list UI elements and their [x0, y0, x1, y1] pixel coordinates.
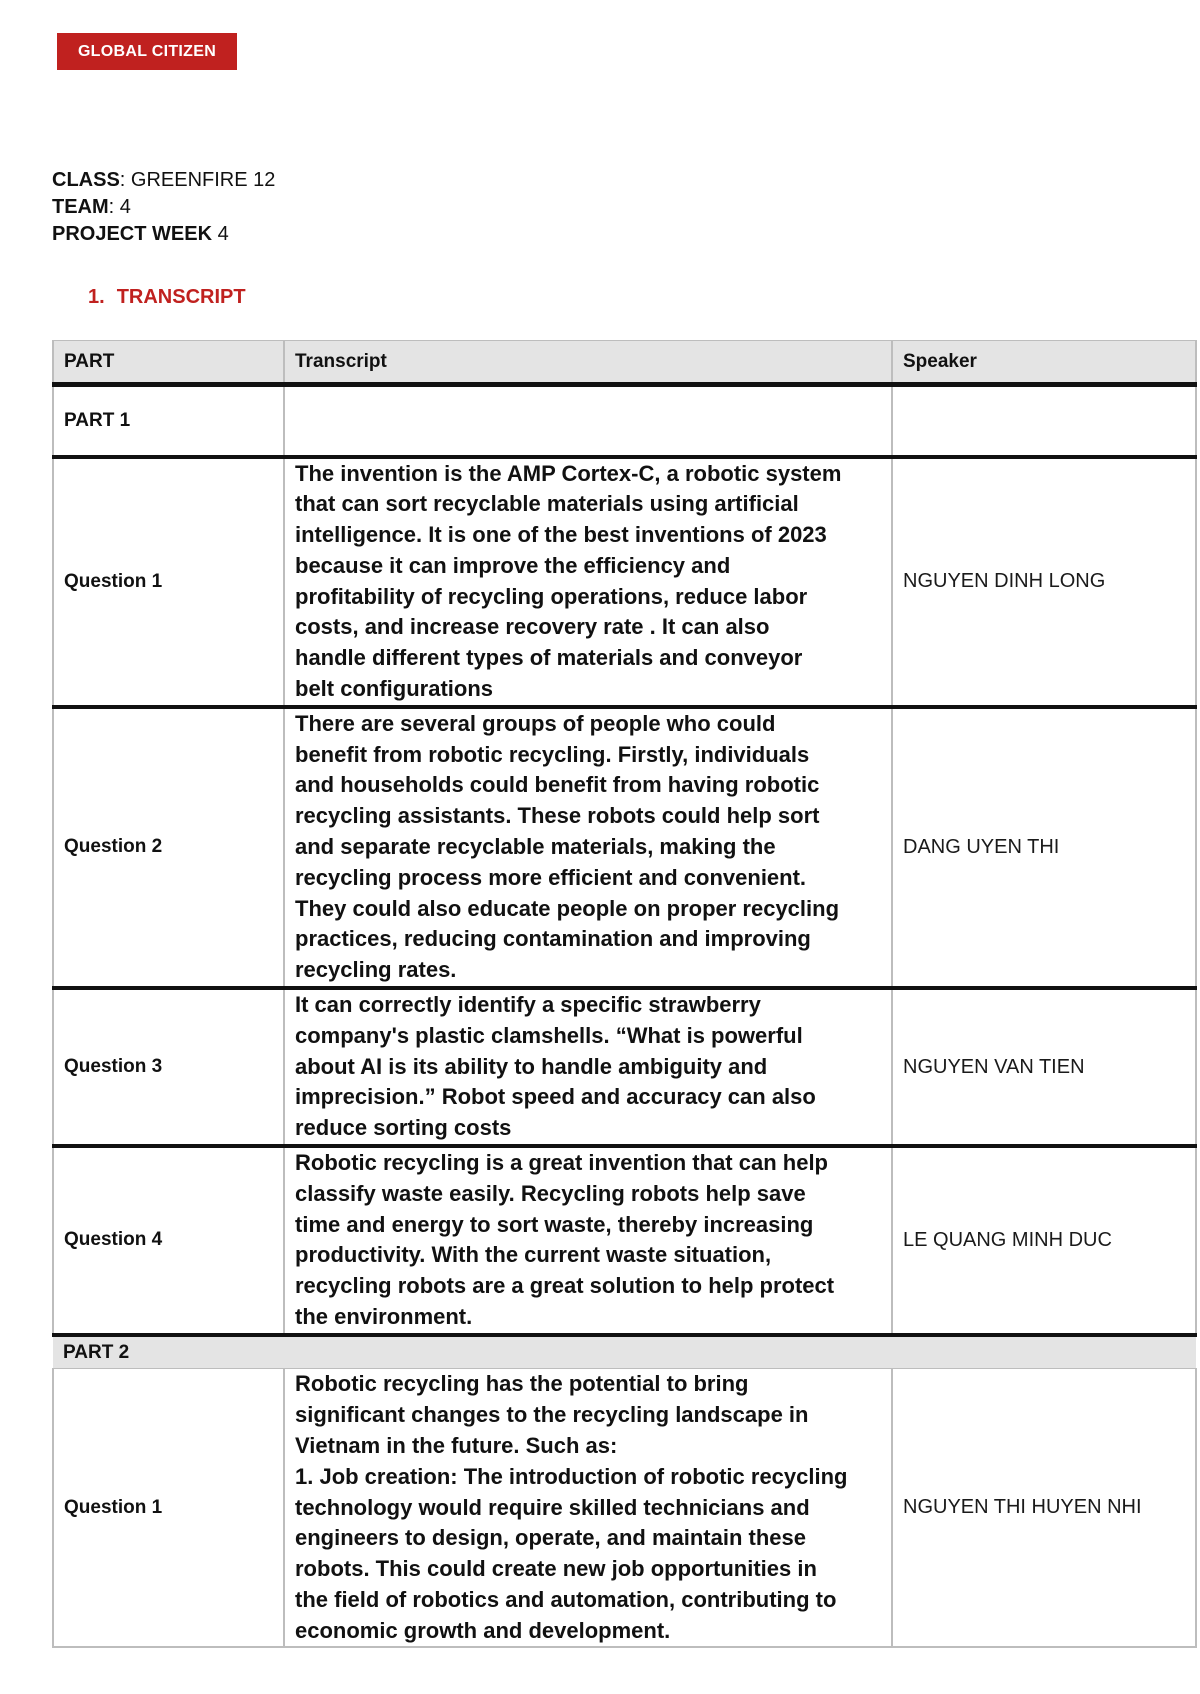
class-line — [52, 167, 275, 194]
transcript-line: 1. Job creation: The introduction of robotic recycling — [295, 1463, 848, 1489]
transcript-line: benefit from robotic recycling. Firstly, individuals — [295, 741, 810, 767]
question-label: Question 3 — [53, 988, 284, 1146]
speaker-name: NGUYEN VAN TIEN — [892, 988, 1196, 1146]
transcript-line: the environment. — [295, 1304, 473, 1330]
transcript-line: Vietnam in the future. Such as: — [295, 1432, 618, 1458]
transcript-line: robots. This could create new job opportunities in — [295, 1556, 817, 1582]
transcript-line: profitability of recycling operations, reduce labor — [295, 583, 808, 609]
project-week-line — [52, 221, 275, 248]
document-meta — [52, 167, 275, 248]
part-1-row — [53, 385, 1196, 457]
transcript-line: Robotic recycling has the potential to bring — [295, 1371, 749, 1397]
transcript-line: company's plastic clamshells. “What is powerful — [295, 1022, 803, 1048]
part-2-label: PART 2 — [53, 1335, 1196, 1369]
speaker-name: NGUYEN DINH LONG — [892, 457, 1196, 707]
table-row — [53, 988, 1196, 1146]
class-label: CLASS — [52, 169, 120, 191]
transcript-line: and separate recyclable materials, making the — [295, 834, 776, 860]
transcript-line: It can correctly identify a specific strawberry — [295, 992, 761, 1018]
speaker-name: NGUYEN THI HUYEN NHI — [892, 1369, 1196, 1648]
transcript-line: and households could benefit from having robotic — [295, 772, 820, 798]
transcript-line: There are several groups of people who could — [295, 710, 776, 736]
header-part: PART — [53, 341, 284, 385]
question-label: Question 2 — [53, 707, 284, 988]
question-label: Question 4 — [53, 1146, 284, 1335]
transcript-line: belt configurations — [295, 676, 493, 702]
transcript-line: recycling robots are a great solution to help protect — [295, 1273, 835, 1299]
transcript-line: intelligence. It is one of the best inventions of 2023 — [295, 522, 827, 548]
part-2-row — [53, 1335, 1196, 1369]
transcript-cell — [284, 1369, 892, 1648]
transcript-line: The invention is the AMP Cortex-C, a robotic system — [295, 460, 842, 486]
section-heading — [88, 286, 246, 309]
question-label: Question 1 — [53, 1369, 284, 1648]
team-label: TEAM — [52, 196, 109, 218]
project-week-value: 4 — [212, 223, 229, 245]
transcript-cell — [284, 988, 892, 1146]
table-row — [53, 707, 1196, 988]
transcript-line: recycling rates. — [295, 957, 457, 983]
transcript-line: the field of robotics and automation, contributing to — [295, 1586, 837, 1612]
transcript-line: technology would require skilled technicians and — [295, 1494, 810, 1520]
transcript-line: They could also educate people on proper recycling — [295, 895, 840, 921]
transcript-line: imprecision.” Robot speed and accuracy can also — [295, 1084, 816, 1110]
transcript-line: engineers to design, operate, and maintain these — [295, 1525, 807, 1551]
speaker-name: DANG UYEN THI — [892, 707, 1196, 988]
transcript-line: that can sort recyclable materials using artificial — [295, 491, 799, 517]
transcript-line: handle different types of materials and conveyor — [295, 645, 803, 671]
table-row — [53, 1369, 1196, 1648]
transcript-line: Robotic recycling is a great invention that can help — [295, 1150, 828, 1176]
table-row — [53, 1146, 1196, 1335]
transcript-line: time and energy to sort waste, thereby increasing — [295, 1211, 814, 1237]
part-1-speaker-empty — [892, 385, 1196, 457]
section-number: 1. — [88, 286, 105, 308]
header-transcript: Transcript — [284, 341, 892, 385]
transcript-cell — [284, 1146, 892, 1335]
transcript-line: recycling process more efficient and convenient. — [295, 864, 807, 890]
transcript-line: because it can improve the efficiency and — [295, 552, 731, 578]
question-label: Question 1 — [53, 457, 284, 707]
transcript-line: about AI is its ability to handle ambiguity and — [295, 1053, 768, 1079]
section-title: TRANSCRIPT — [116, 286, 246, 308]
team-line — [52, 194, 275, 221]
part-1-transcript-empty — [284, 385, 892, 457]
transcript-table — [52, 340, 1197, 1648]
table-row — [53, 457, 1196, 707]
transcript-line: productivity. With the current waste situation, — [295, 1242, 772, 1268]
speaker-name: LE QUANG MINH DUC — [892, 1146, 1196, 1335]
transcript-line: significant changes to the recycling landscape in — [295, 1402, 809, 1428]
class-value: : GREENFIRE 12 — [119, 169, 276, 191]
transcript-line: classify waste easily. Recycling robots help save — [295, 1180, 806, 1206]
transcript-line: reduce sorting costs — [295, 1115, 512, 1141]
transcript-line: practices, reducing contamination and improving — [295, 926, 811, 952]
transcript-line: economic growth and development. — [295, 1617, 671, 1643]
transcript-line: costs, and increase recovery rate . It can also — [295, 614, 770, 640]
project-week-label: PROJECT WEEK — [52, 223, 213, 245]
team-value: : 4 — [108, 196, 131, 218]
transcript-cell — [284, 707, 892, 988]
global-citizen-badge: GLOBAL CITIZEN — [57, 33, 237, 70]
table-header-row — [53, 341, 1196, 385]
part-1-label: PART 1 — [53, 385, 284, 457]
transcript-line: recycling assistants. These robots could help sort — [295, 803, 820, 829]
header-speaker: Speaker — [892, 341, 1196, 385]
transcript-cell — [284, 457, 892, 707]
